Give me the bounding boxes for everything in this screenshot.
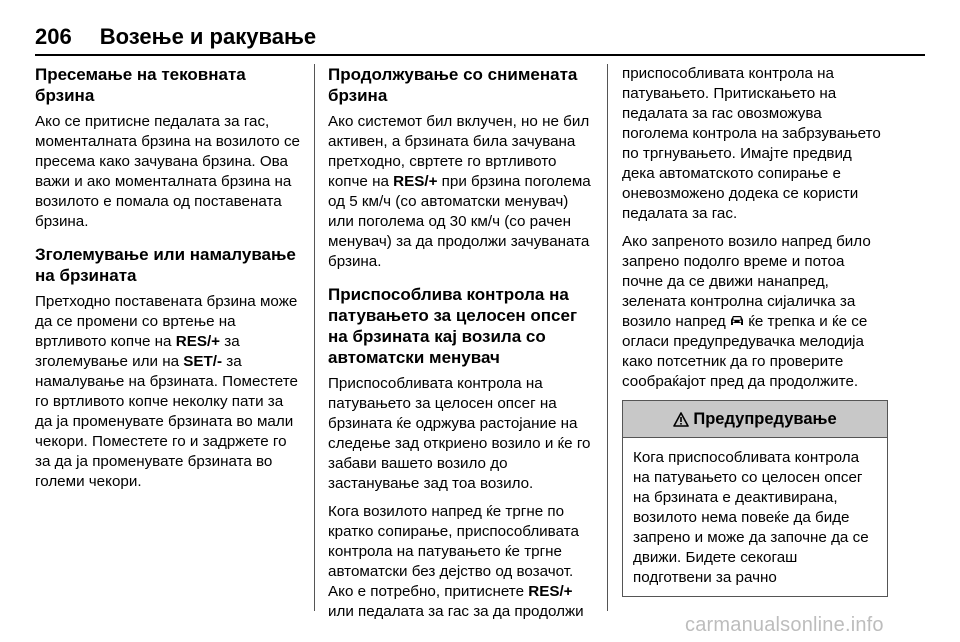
warning-triangle-icon [673,412,689,427]
paragraph: Приспособливата контрола на патувањето за целосен опсег на брзината ќе одржува растојание на следење зад откриено возило и ќе го забави вашето возило до застанување зад тоа возило. [328,375,591,492]
paragraph [328,502,594,622]
text: Ако системот бил вклучен, но не бил активен, а брзината била зачувана претходно, свртете го вртливото копче на [328,113,590,190]
page-header [35,24,925,56]
chapter-title: Возење и ракување [99,24,317,49]
car-front-icon [730,315,744,327]
column-3 [622,64,888,597]
control-label: RES/+ [393,173,438,190]
column-1 [35,64,300,500]
control-label: RES/+ [528,583,573,600]
paragraph [328,112,594,272]
column-divider [314,64,315,611]
paragraph: Ако се притисне педалата за гас, моменталната брзина на возилото се пресема како зачувана брзина. Ова важи и ако моменталната брзина на возилото е помала од поставената брзина. [35,113,300,230]
warning-header [623,401,887,438]
paragraph [622,232,888,392]
control-label: RES/+ [175,333,221,350]
text: Кога возилото напред ќе тргне по кратко сопирање, приспособливата контрола на патувањето ќе тргне автоматски без дејство од возачот. Ако е потребно, притиснете [328,503,579,600]
section-title: Пресемање на тековната брзина [35,65,246,105]
text: за намалување на брзината. Поместете го вртливото копче неколку пати за да ја променувате брзината во мали чекори. Поместете го и задржете го за да ја променувате брзината во големи чекори. [35,353,298,490]
text: Претходно поставената брзина може да се промени со вртење на вртливото копче на [35,293,298,350]
control-label: SET/- [183,353,223,370]
column-2 [328,64,594,630]
text: ќе трепка и ќе се огласи предупредувачка мелодија како потсетник да го проверите сообраќајот пред да продолжите. [622,313,868,390]
watermark: carmanualsonline.info [685,614,884,636]
warning-box [622,400,888,597]
warning-title: Предупредување [693,409,837,428]
text: или педалата за гас за да продолжи [328,603,584,620]
text: за зголемување или на [35,333,240,370]
section-title: Зголемување или намалување на брзината [35,245,296,285]
section-title: Приспособлива контрола на патувањето за целосен опсег на брзината кај возила со автоматски менувач [328,285,578,367]
section-title: Продолжување со снимената брзина [328,65,578,105]
warning-text: Кога приспособливата контрола на патувањето со целосен опсег на брзината е деактивирана, возилото нема повеќе да биде запрено и може да започне да се движи. Бидете секогаш подготвени за рачно [633,449,869,586]
column-divider [607,64,608,611]
text: при брзина поголема од 5 км/ч (со автоматски менувач) или поголема од 30 км/ч (со рачен менувач) за да продолжи зачуваната брзина. [328,173,591,270]
paragraph: приспособливата контрола на патувањето. Притискањето на педалата за гас овозможува поголема контрола на забрзувањето по тргнувањето. Имајте предвид дека автоматското сопирање е оневозможено додека се користи педалата за гас. [622,65,881,222]
paragraph [35,292,300,492]
page-number: 206 [35,24,72,49]
text: Ако запреното возило напред било запрено подолго време и потоа почне да се движи нанапред, зелената контролна сијаличка за возило напред [622,233,871,330]
warning-body [623,438,887,596]
